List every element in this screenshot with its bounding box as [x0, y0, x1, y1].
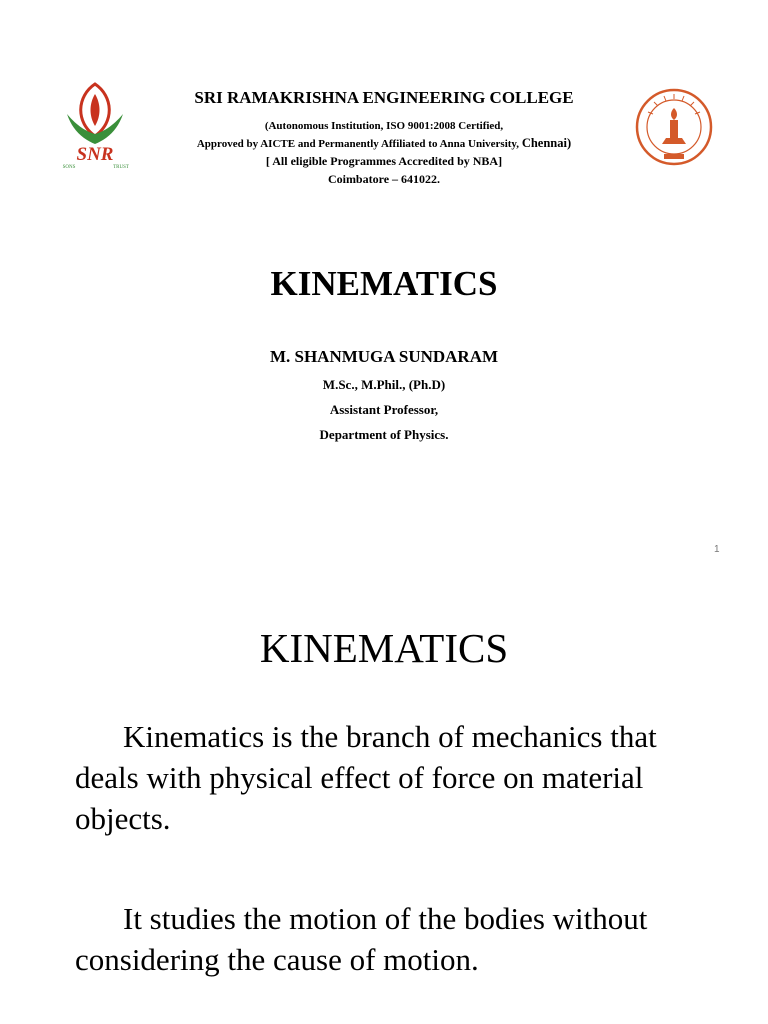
- snr-tagline-left: SONS: [62, 165, 76, 170]
- author-degrees: M.Sc., M.Phil., (Ph.D): [322, 377, 446, 392]
- author-role: Assistant Professor,: [329, 402, 439, 417]
- author-name: M. SHANMUGA SUNDARAM: [269, 347, 499, 366]
- paragraph-scope: [75, 898, 725, 980]
- college-name: SRI RAMAKRISHNA ENGINEERING COLLEGE: [194, 88, 574, 107]
- college-address: Coimbatore – 641022.: [327, 172, 441, 186]
- accreditation-line-3: [ All eligible Programmes Accredited by NBA]: [265, 154, 503, 168]
- accreditation-city: Chennai): [521, 136, 572, 150]
- author-department: Department of Physics.: [319, 427, 449, 442]
- snr-tagline-right: TRUST: [113, 165, 129, 170]
- accreditation-line-2-main: Approved by AICTE and Permanently Affiliated to Anna University,: [196, 138, 522, 150]
- slide-2-title: KINEMATICS: [259, 625, 509, 671]
- content-slide: [0, 576, 768, 1024]
- slide-title: KINEMATICS: [270, 264, 498, 303]
- paragraph-1-text: Kinematics is the branch of mechanics that deals with physical effect of force on material objects.: [75, 719, 657, 836]
- page-number: 1: [714, 544, 720, 555]
- snr-logo-text: SNR: [76, 144, 114, 165]
- accreditation-line-1: (Autonomous Institution, ISO 9001:2008 Certified,: [264, 120, 504, 132]
- paragraph-2-text: It studies the motion of the bodies without considering the cause of motion.: [75, 901, 648, 977]
- accreditation-line-2: [0, 136, 768, 151]
- paragraph-definition: [75, 716, 725, 839]
